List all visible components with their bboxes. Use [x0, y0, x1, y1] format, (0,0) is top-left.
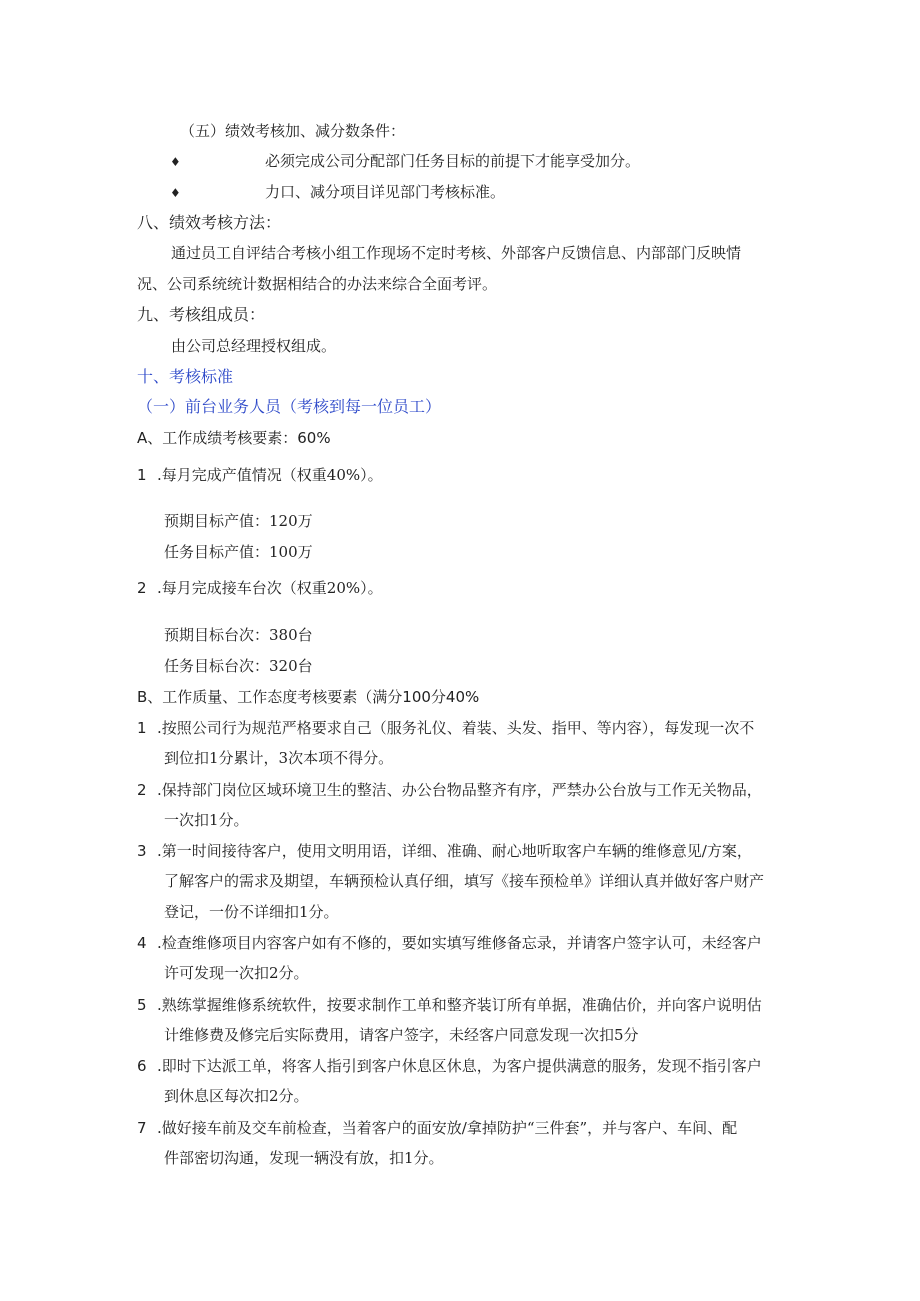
item-number: 7	[137, 1119, 147, 1137]
item-line: 许可发现一次扣2分。	[164, 964, 309, 982]
item-number: 4	[137, 934, 147, 952]
item-line: 计维修费及修完后实际费用，请客户签字，未经客户同意发现一次扣5分	[164, 1026, 639, 1044]
item-line: .做好接车前及交车前检查，当着客户的面安放/拿掉防护“三件套”，并与客户、车间、配	[157, 1119, 738, 1137]
item-number: 2	[137, 781, 147, 799]
section8-heading: 八、绩效考核方法：	[137, 213, 282, 232]
item-line: 到休息区每次扣2分。	[164, 1087, 309, 1105]
item-line: .保持部门岗位区域环境卫生的整洁、办公台物品整齐有序，严禁办公台放与工作无关物品，	[157, 781, 762, 799]
item-detail: 预期目标台次：380台	[164, 626, 313, 644]
item-number: 5	[137, 996, 147, 1014]
bullet-diamond-icon: ♦	[170, 155, 181, 169]
item-line: 到位扣1分累计，3次本项不得分。	[164, 749, 394, 767]
item-number: 1	[137, 466, 147, 484]
item-detail: 任务目标台次：320台	[164, 657, 313, 675]
section5-heading: （五）绩效考核加、减分数条件：	[180, 122, 406, 140]
section5-bullet-text: 力口、减分项目详见部门考核标准。	[265, 183, 506, 201]
item-detail: 任务目标产值：100万	[164, 543, 313, 561]
section9-text: 由公司总经理授权组成。	[171, 337, 337, 355]
section9-heading: 九、考核组成员：	[137, 305, 266, 324]
item-text: .每月完成接车台次（权重20%）。	[157, 579, 383, 597]
section8-line: 况、公司系统统计数据相结合的办法来综合全面考评。	[137, 275, 498, 293]
item-detail: 预期目标产值：120万	[164, 512, 313, 530]
item-line: 登记，一份不详细扣1分。	[164, 903, 339, 921]
item-number: 1	[137, 719, 147, 737]
item-line: .按照公司行为规范严格要求自己（服务礼仪、着装、头发、指甲、等内容），每发现一次不	[157, 719, 755, 737]
item-number: 3	[137, 842, 147, 860]
section8-line: 通过员工自评结合考核小组工作现场不定时考核、外部客户反馈信息、内部部门反映情	[171, 244, 742, 262]
part-b-heading: B、工作质量、工作态度考核要素（满分100分40%	[137, 688, 480, 706]
item-line: 一次扣1分。	[164, 811, 249, 829]
item-line: 件部密切沟通，发现一辆没有放，扣1分。	[164, 1149, 444, 1167]
part-a-heading: A、工作成绩考核要素：60%	[137, 429, 331, 447]
section10-heading: 十、考核标准	[137, 367, 234, 386]
bullet-diamond-icon: ♦	[170, 186, 181, 200]
section10-subheading: （一）前台业务人员（考核到每一位员工）	[137, 397, 442, 416]
section5-bullet-text: 必须完成公司分配部门任务目标的前提下才能享受加分。	[265, 152, 641, 170]
item-line: .熟练掌握维修系统软件，按要求制作工单和整齐装订所有单据，准确估价，并向客户说明估	[157, 996, 762, 1014]
item-line: .即时下达派工单，将客人指引到客户休息区休息，为客户提供满意的服务，发现不指引客户	[157, 1057, 762, 1075]
item-number: 2	[137, 579, 147, 597]
item-line: 了解客户的需求及期望，车辆预检认真仔细，填写《接车预检单》详细认真并做好客户财产	[164, 872, 765, 890]
item-number: 6	[137, 1057, 147, 1075]
item-text: .每月完成产值情况（权重40%）。	[157, 466, 383, 484]
item-line: .检查维修项目内容客户如有不修的，要如实填写维修备忘录，并请客户签字认可，未经客户	[157, 934, 762, 952]
item-line: .第一时间接待客户，使用文明用语，详细、准确、耐心地听取客户车辆的维修意见/方案，	[157, 842, 752, 860]
